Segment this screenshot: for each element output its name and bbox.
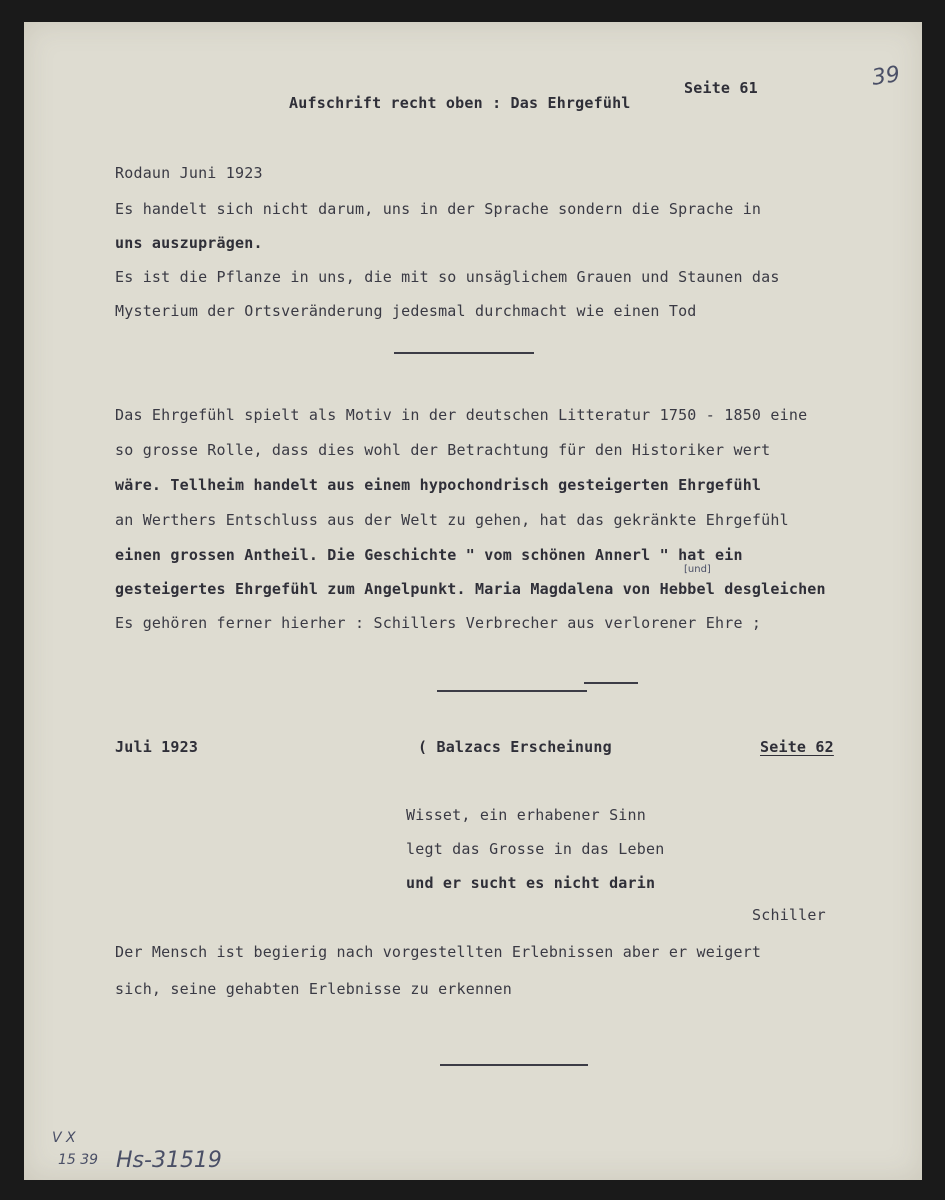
page-number-62: Seite 62 (760, 738, 834, 756)
document-page (24, 22, 922, 1180)
section2-line: wäre. Tellheim handelt aus einem hypochondrisch gesteigerten Ehrgefühl (115, 476, 762, 494)
section2-line: gesteigertes Ehrgefühl zum Angelpunkt. Maria Magdalena von Hebbel desgleichen (115, 580, 826, 598)
page-number-61: Seite 61 (684, 79, 758, 97)
section-divider (437, 690, 587, 692)
section3-date: Juli 1923 (115, 738, 199, 756)
poem-author: Schiller (752, 906, 826, 924)
archive-mark: V X (52, 1130, 76, 1146)
section2-line: einen grossen Antheil. Die Geschichte " vom schönen Annerl " hat ein (115, 546, 743, 564)
poem-line: und er sucht es nicht darin (406, 874, 656, 892)
section1-line: Es handelt sich nicht darum, uns in der Sprache sondern die Sprache in (115, 200, 762, 218)
poem-line: legt das Grosse in das Leben (406, 840, 665, 858)
section1-date: Rodaun Juni 1923 (115, 164, 263, 182)
document-heading: Aufschrift recht oben : Das Ehrgefühl (289, 94, 631, 112)
section2-line: so grosse Rolle, dass dies wohl der Betrachtung für den Historiker wert (115, 441, 771, 459)
section3-subtitle: ( Balzacs Erscheinung (418, 738, 612, 756)
archive-signature: Hs-31519 (116, 1148, 222, 1173)
section1-line: uns auszuprägen. (115, 234, 263, 252)
section1-line: Mysterium der Ortsveränderung jedesmal durchmacht wie einen Tod (115, 302, 697, 320)
poem-line: Wisset, ein erhabener Sinn (406, 806, 646, 824)
archive-page-number: 39 (870, 62, 902, 91)
section3-line: Der Mensch ist begierig nach vorgestellten Erlebnissen aber er weigert (115, 943, 762, 961)
section2-line: Das Ehrgefühl spielt als Motiv in der deutschen Litteratur 1750 - 1850 eine (115, 406, 808, 424)
section-divider (440, 1064, 588, 1066)
handwritten-annotation: [und] (684, 564, 711, 575)
archive-subnumber: 15 39 (58, 1152, 99, 1168)
section-divider (394, 352, 534, 354)
section-divider-overstrike (584, 682, 638, 684)
section3-line: sich, seine gehabten Erlebnisse zu erkennen (115, 980, 512, 998)
section2-line: an Werthers Entschluss aus der Welt zu gehen, hat das gekränkte Ehrgefühl (115, 511, 789, 529)
section2-line: Es gehören ferner hierher : Schillers Verbrecher aus verlorener Ehre ; (115, 614, 762, 632)
section1-line: Es ist die Pflanze in uns, die mit so unsäglichem Grauen und Staunen das (115, 268, 780, 286)
